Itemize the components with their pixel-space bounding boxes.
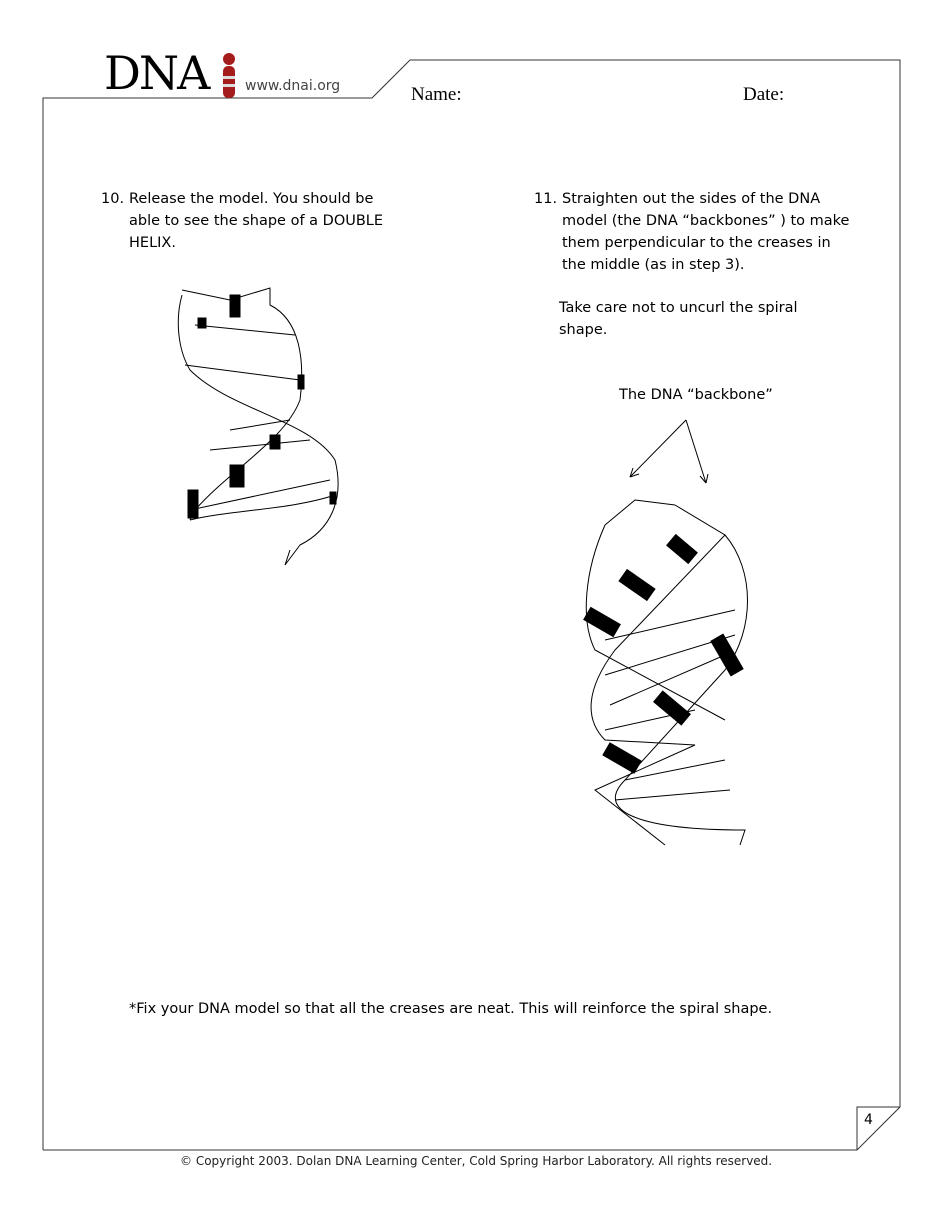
step-line: model (the DNA “backbones” ) to make bbox=[562, 213, 850, 229]
step-line: HELIX. bbox=[129, 235, 176, 251]
step-line: able to see the shape of a DOUBLE bbox=[129, 213, 384, 229]
date-label: Date: bbox=[743, 84, 785, 105]
step-11-note bbox=[559, 297, 798, 341]
logo: DNA bbox=[104, 46, 209, 100]
name-label: Name: bbox=[411, 84, 462, 105]
straightened-helix-illustration bbox=[575, 490, 765, 855]
logo-chromosome-icon bbox=[220, 52, 238, 100]
logo-url: www.dnai.org bbox=[245, 78, 341, 94]
note-line: Take care not to uncurl the spiral bbox=[559, 300, 798, 316]
step-line: Straighten out the sides of the DNA bbox=[562, 191, 821, 207]
copyright: © Copyright 2003. Dolan DNA Learning Center, Cold Spring Harbor Laboratory. All rights reserved. bbox=[180, 1154, 773, 1168]
page-number: 4 bbox=[864, 1112, 873, 1128]
step-number: 11. bbox=[534, 191, 558, 207]
step-number: 10. bbox=[101, 191, 125, 207]
step-line: Release the model. You should be bbox=[129, 191, 374, 207]
note-line: shape. bbox=[559, 322, 608, 338]
step-line: the middle (as in step 3). bbox=[562, 257, 745, 273]
step-line: them perpendicular to the creases in bbox=[562, 235, 831, 251]
tip-text: *Fix your DNA model so that all the creases are neat. This will reinforce the spiral shape. bbox=[129, 1001, 773, 1017]
backbone-arrows bbox=[620, 415, 720, 490]
backbone-label: The DNA “backbone” bbox=[619, 387, 773, 403]
double-helix-illustration bbox=[170, 280, 370, 575]
